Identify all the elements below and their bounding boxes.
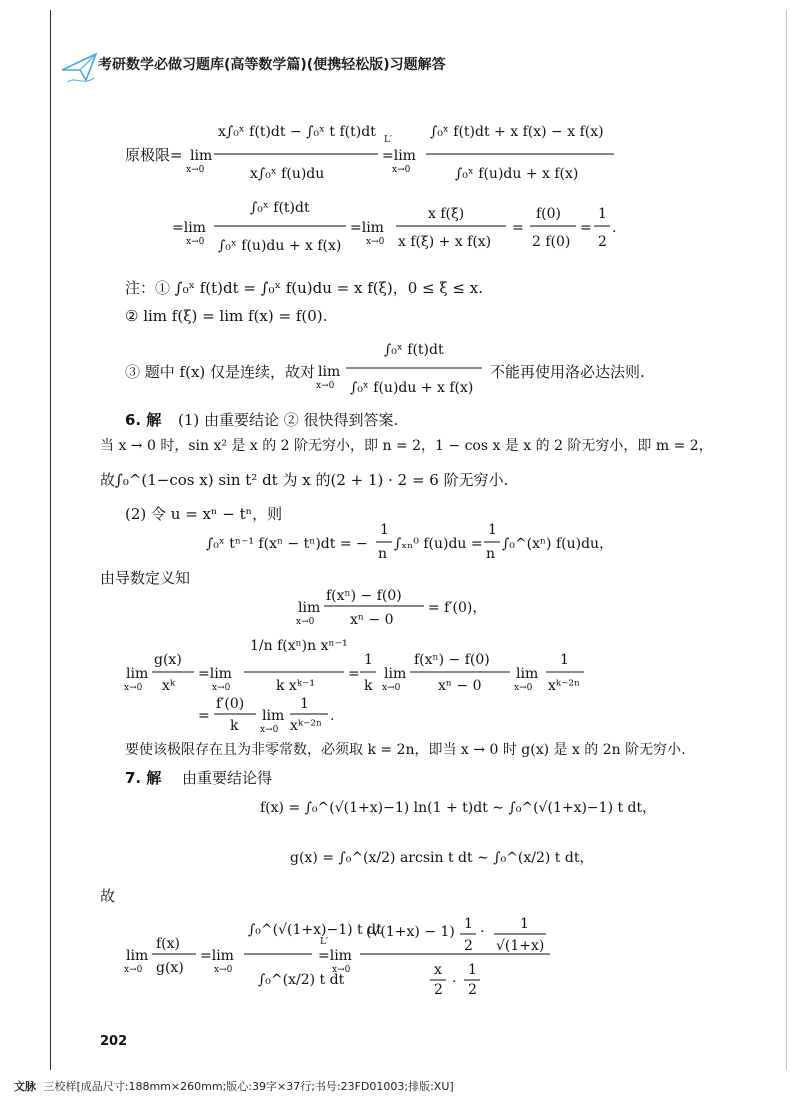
therefore-label: 故	[100, 887, 116, 905]
svg-text:g(x): g(x)	[154, 652, 182, 668]
svg-text:∫ₓₙ⁰ f(u)du =: ∫ₓₙ⁰ f(u)du =	[394, 536, 483, 552]
svg-text:∫₀ˣ f(t)dt + x f(x) − x f(x): ∫₀ˣ f(t)dt + x f(x) − x f(x)	[430, 124, 604, 140]
note-3-prefix: ③ 题中 f(x) 仅是连续，故对	[125, 363, 316, 381]
svg-text:∫₀ˣ f(u)du + x f(x): ∫₀ˣ f(u)du + x f(x)	[350, 380, 474, 396]
svg-text:x→0: x→0	[392, 165, 411, 175]
svg-text:x f(ξ): x f(ξ)	[428, 206, 465, 222]
svg-text:x→0: x→0	[214, 965, 233, 975]
svg-text:lim: lim	[190, 148, 213, 164]
svg-text:=lim: =lim	[198, 666, 232, 682]
problem-6-number: 6. 解	[125, 411, 162, 429]
svg-text:=: =	[348, 666, 360, 682]
footer-spec: 三校样[成品尺寸:188mm×260mm;版心:39字×37行;书号:23FD01003;排版:XU]	[43, 1080, 454, 1093]
problem-7-number: 7. 解	[125, 769, 162, 787]
svg-text:1: 1	[300, 696, 309, 712]
svg-text:k: k	[364, 678, 373, 694]
svg-text:lim: lim	[126, 948, 149, 964]
svg-text:x→0: x→0	[212, 683, 231, 693]
svg-text:k xᵏ⁻¹: k xᵏ⁻¹	[276, 678, 315, 694]
problem-6-conclusion1: 故∫₀^(1−cos x) sin t² dt 为 x 的(2 + 1) · 2 = 6 阶无穷小.	[100, 471, 509, 489]
svg-text:x→0: x→0	[332, 965, 351, 975]
svg-text:·: ·	[452, 974, 457, 990]
svg-text:∫₀ˣ f(u)du + x f(x): ∫₀ˣ f(u)du + x f(x)	[218, 238, 342, 254]
equation-limit-simplify	[172, 200, 616, 254]
svg-text:2: 2	[598, 234, 607, 250]
svg-text:f(xⁿ) − f(0): f(xⁿ) − f(0)	[414, 652, 490, 668]
svg-text:= f′(0)，: = f′(0)，	[428, 600, 487, 616]
svg-text:=: =	[512, 220, 524, 236]
svg-text:=: =	[580, 220, 592, 236]
svg-text:lim: lim	[318, 364, 341, 380]
svg-text:=lim: =lim	[382, 148, 416, 164]
svg-text:xᵏ⁻²ⁿ: xᵏ⁻²ⁿ	[548, 678, 581, 694]
svg-text:∫₀^(xⁿ) f(u)du，: ∫₀^(xⁿ) f(u)du，	[502, 536, 614, 552]
problem-7-intro: 由重要结论得	[182, 769, 273, 787]
svg-text:2: 2	[468, 982, 477, 998]
svg-text:∫₀^(√(1+x)−1) t dt: ∫₀^(√(1+x)−1) t dt	[248, 922, 382, 938]
equation-f-asymptotic	[260, 800, 656, 816]
svg-text:.: .	[612, 220, 617, 236]
svg-text:2: 2	[434, 982, 443, 998]
equation-g-limit-result	[198, 696, 334, 735]
svg-text:2: 2	[464, 938, 473, 954]
svg-text:L′: L′	[384, 135, 393, 145]
svg-text:1: 1	[364, 652, 373, 668]
svg-text:x→0: x→0	[124, 965, 143, 975]
svg-text:1: 1	[560, 652, 569, 668]
original-limit-label: 原极限=	[125, 146, 183, 164]
footer-brand: 文脉	[14, 1080, 36, 1093]
svg-text:f(0): f(0)	[536, 206, 562, 222]
svg-text:x: x	[434, 962, 442, 978]
svg-text:x→0: x→0	[382, 683, 401, 693]
svg-text:·: ·	[480, 924, 485, 940]
svg-text:x→0: x→0	[124, 683, 143, 693]
problem-6-part1: (1) 由重要结论 ② 很快得到答案.	[178, 411, 399, 429]
svg-text:1: 1	[380, 522, 389, 538]
svg-text:=lim: =lim	[200, 948, 234, 964]
svg-text:=lim: =lim	[318, 948, 352, 964]
derivative-definition-label: 由导数定义知	[100, 569, 191, 587]
svg-text:xᵏ: xᵏ	[162, 678, 176, 694]
problem-6-part2: (2) 令 u = xⁿ − tⁿ，则	[125, 505, 283, 523]
svg-text:x→0: x→0	[514, 683, 533, 693]
svg-text:=: =	[198, 708, 210, 724]
svg-text:x f(ξ) + x f(x): x f(ξ) + x f(x)	[398, 234, 492, 250]
svg-text:lim: lim	[384, 666, 407, 682]
svg-text:lim: lim	[298, 600, 321, 616]
svg-text:lim: lim	[126, 666, 149, 682]
equation-g-asymptotic	[290, 850, 593, 866]
svg-text:xⁿ − 0: xⁿ − 0	[350, 612, 394, 628]
svg-text:1: 1	[598, 206, 607, 222]
svg-text:g(x) = ∫₀^(x/2) arcsin t dt ∼: g(x) = ∫₀^(x/2) arcsin t dt ∼ ∫₀^(x/2) t dt，	[290, 850, 594, 866]
equation-substitution	[206, 522, 613, 562]
svg-text:x→0: x→0	[186, 165, 205, 175]
note-3-suffix: 不能再使用洛必达法则.	[490, 363, 645, 381]
svg-text:f(x) = ∫₀^(√(1+x)−1) ln(1 + t): f(x) = ∫₀^(√(1+x)−1) ln(1 + t)dt ∼ ∫₀^(√(1+x)−1) t dt，	[260, 800, 657, 816]
equation-note3-fraction	[316, 342, 482, 396]
problem-6-order-line: 当 x → 0 时，sin x² 是 x 的 2 阶无穷小，即 n = 2，1 − cos x 是 x 的 2 阶无穷小，即 m = 2，	[100, 438, 713, 454]
svg-text:f(x): f(x)	[156, 936, 181, 952]
svg-text:=lim: =lim	[172, 220, 206, 236]
equation-g-limit	[124, 638, 584, 694]
print-footer	[14, 1078, 454, 1094]
svg-text:g(x): g(x)	[156, 960, 184, 976]
svg-text:1/n f(xⁿ)n xⁿ⁻¹: 1/n f(xⁿ)n xⁿ⁻¹	[250, 638, 348, 654]
svg-text:x∫₀ˣ f(u)du: x∫₀ˣ f(u)du	[250, 166, 325, 182]
svg-text:2 f(0): 2 f(0)	[532, 234, 571, 250]
svg-text:n: n	[486, 546, 496, 562]
page-number: 202	[100, 1034, 128, 1049]
svg-text:xᵏ⁻²ⁿ: xᵏ⁻²ⁿ	[290, 718, 323, 734]
svg-text:x→0: x→0	[316, 381, 335, 391]
svg-text:L′: L′	[320, 937, 329, 947]
svg-text:1: 1	[464, 916, 473, 932]
svg-text:√(1+x): √(1+x)	[496, 938, 545, 954]
svg-text:x→0: x→0	[366, 237, 385, 247]
svg-text:∫₀ˣ f(t)dt: ∫₀ˣ f(t)dt	[250, 200, 310, 216]
svg-text:x→0: x→0	[296, 617, 315, 627]
svg-text:∫₀ˣ f(u)du + x f(x): ∫₀ˣ f(u)du + x f(x)	[455, 166, 579, 182]
svg-text:lim: lim	[516, 666, 539, 682]
svg-text:(√(1+x) − 1): (√(1+x) − 1)	[366, 924, 455, 940]
svg-text:1: 1	[520, 916, 529, 932]
svg-text:xⁿ − 0: xⁿ − 0	[438, 678, 482, 694]
svg-text:n: n	[378, 546, 388, 562]
svg-text:lim: lim	[262, 708, 285, 724]
svg-text:x→0: x→0	[260, 725, 279, 735]
header-title: 考研数学必做习题库(高等数学篇)(便携轻松版)习题解答	[98, 57, 446, 73]
svg-text:∫₀^(x/2) t dt: ∫₀^(x/2) t dt	[258, 972, 345, 988]
note-2: ② lim f(ξ) = lim f(x) = f(0).	[125, 307, 328, 325]
svg-text:∫₀ˣ tⁿ⁻¹ f(xⁿ − tⁿ)dt = −: ∫₀ˣ tⁿ⁻¹ f(xⁿ − tⁿ)dt = −	[206, 536, 368, 552]
note-1: 注：① ∫₀ˣ f(t)dt = ∫₀ˣ f(u)du = x f(ξ)，0 ≤ ξ ≤ x.	[125, 279, 483, 297]
equation-derivative-definition	[296, 588, 486, 628]
svg-text:f′(0): f′(0)	[216, 696, 245, 712]
svg-text:f(xⁿ) − f(0): f(xⁿ) − f(0)	[326, 588, 402, 604]
svg-text:x∫₀ˣ f(t)dt − ∫₀ˣ t f(t)dt: x∫₀ˣ f(t)dt − ∫₀ˣ t f(t)dt	[218, 124, 376, 140]
svg-text:1: 1	[468, 962, 477, 978]
svg-text:=lim: =lim	[350, 220, 384, 236]
svg-text:.: .	[330, 708, 335, 724]
svg-text:1: 1	[488, 522, 497, 538]
svg-text:k: k	[230, 718, 239, 734]
problem-6-conclusion2: 要使该极限存在且为非零常数，必须取 k = 2n，即当 x → 0 时 g(x) 是 x 的 2n 阶无穷小.	[125, 742, 686, 758]
svg-text:∫₀ˣ f(t)dt: ∫₀ˣ f(t)dt	[384, 342, 444, 358]
svg-text:x→0: x→0	[186, 237, 205, 247]
equation-original-limit	[186, 124, 614, 182]
equation-final-limit	[124, 916, 550, 998]
